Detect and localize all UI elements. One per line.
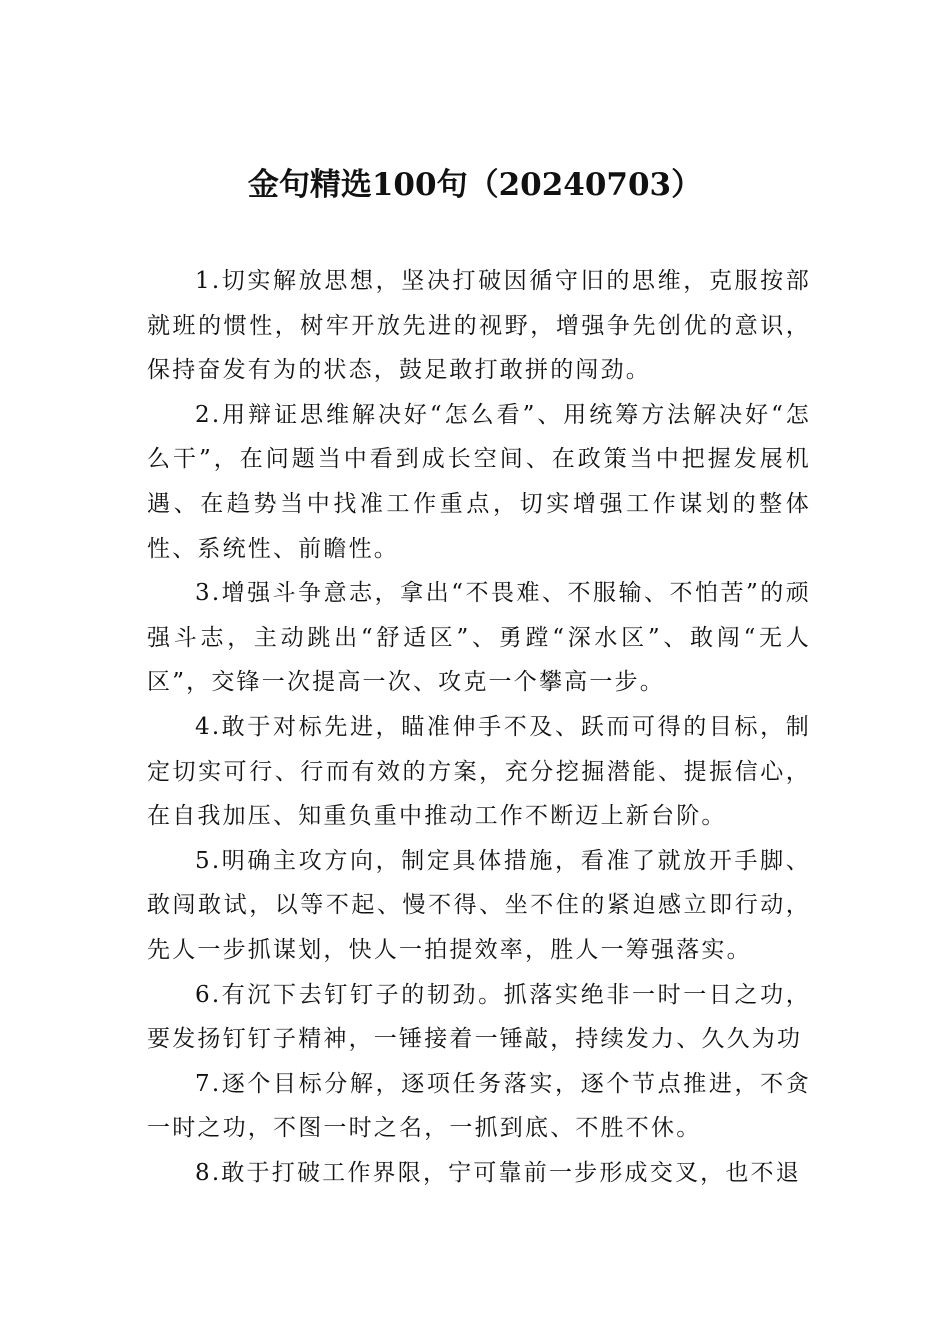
- document-title: 金句精选100句（20240703）: [247, 167, 703, 203]
- paragraph-3: 3.增强斗争意志，拿出“不畏难、不服输、不怕苦”的顽强斗志，主动跳出“舒适区”、勇蹚“深水区”、敢闯“无人区”，交锋一次提高一次、攻克一个攀高一步。: [147, 580, 811, 696]
- paragraph-2: 2.用辩证思维解决好“怎么看”、用统筹方法解决好“怎么干”，在问题当中看到成长空间、在政策当中把握发展机遇、在趋势当中找准工作重点，切实增强工作谋划的整体性、系统性、前瞻性。: [147, 401, 811, 562]
- paragraph-6: 6.有沉下去钉钉子的韧劲。抓落实绝非一时一日之功，要发扬钉钉子精神，一锤接着一锤敲，持续发力、久久为功: [147, 981, 811, 1053]
- paragraph-4: 4.敢于对标先进，瞄准伸手不及、跃而可得的目标，制定切实可行、行而有效的方案，充分挖掘潜能、提振信心，在自我加压、知重负重中推动工作不断迈上新台阶。: [147, 713, 811, 830]
- document-body: [147, 259, 811, 1195]
- paragraph-7: 7.逐个目标分解，逐项任务落实，逐个节点推进，不贪一时之功，不图一时之名，一抓到底、不胜不休。: [147, 1070, 811, 1142]
- paragraph-1: 1.切实解放思想，坚决打破因循守旧的思维，克服按部就班的惯性，树牢开放先进的视野，增强争先创优的意识，保持奋发有为的状态，鼓足敢打敢拼的闯劲。: [147, 268, 811, 384]
- paragraph-5: 5.明确主攻方向，制定具体措施，看准了就放开手脚、敢闯敢试，以等不起、慢不得、坐不住的紧迫感立即行动，先人一步抓谋划，快人一拍提效率，胜人一筹强落实。: [147, 847, 811, 963]
- paragraph-8: 8.敢于打破工作界限，宁可靠前一步形成交叉，也不退: [195, 1159, 801, 1186]
